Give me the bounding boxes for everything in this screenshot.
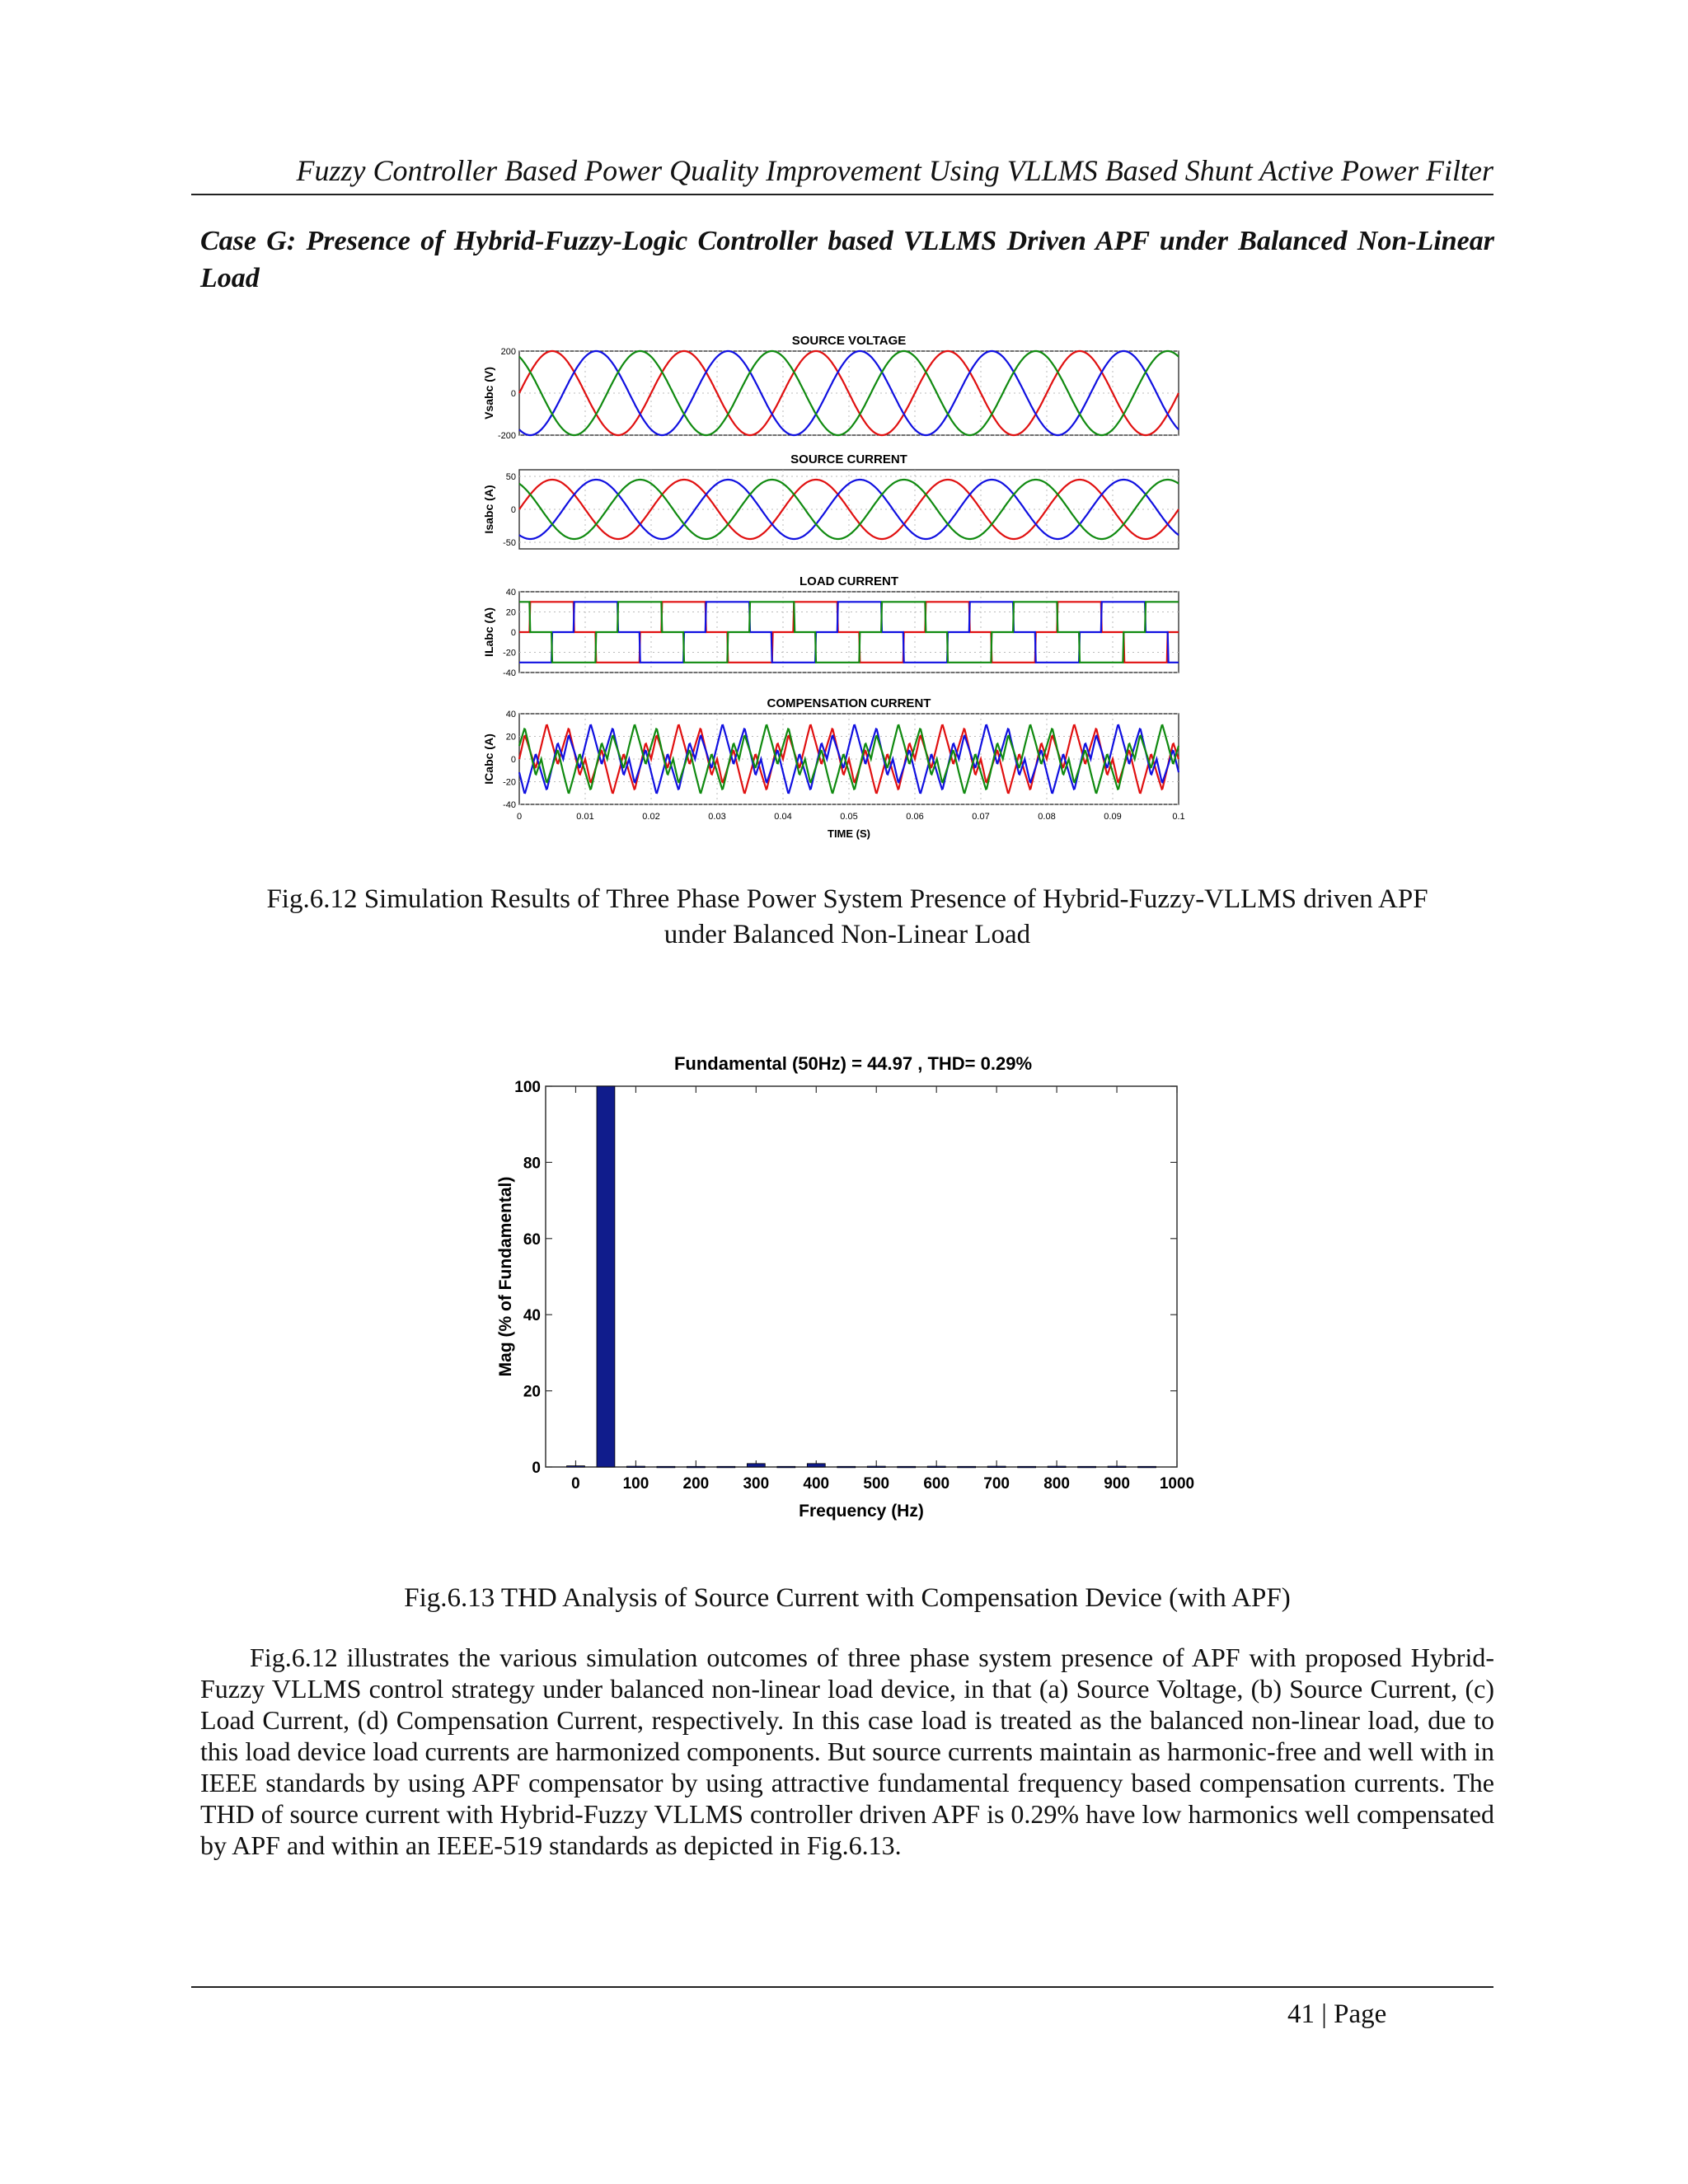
harmonic-bar [807,1464,825,1467]
harmonic-bar [958,1466,976,1468]
x-tick-label: 0.09 [1104,812,1122,822]
figure-6-13-caption: Fig.6.13 THD Analysis of Source Current with Compensation Device (with APF) [404,1583,1291,1613]
harmonic-bar [777,1466,795,1468]
figure-6-12-simulation-plots [478,321,1220,865]
harmonic-bar [626,1466,645,1468]
waveform-panel-4 [482,696,1185,840]
y-tick-label: -40 [503,668,516,678]
page-number: 41 | Page [1287,1999,1387,2029]
harmonic-bar [1138,1466,1156,1468]
y-tick-label: -50 [503,538,516,548]
panel-title: SOURCE CURRENT [790,452,907,466]
x-tick-label: 400 [803,1475,830,1493]
x-tick-label: 0.03 [708,812,726,822]
harmonic-bar [837,1466,856,1468]
y-tick-label: 80 [523,1155,541,1173]
x-tick-label: 500 [863,1475,890,1493]
harmonic-bar [927,1466,945,1468]
x-tick-label: 0 [571,1475,580,1493]
x-tick-label: 1000 [1159,1475,1195,1493]
x-axis-label: TIME (S) [828,827,870,840]
y-tick-label: -20 [503,777,516,788]
y-tick-label: 0 [510,628,516,638]
x-tick-label: 0.08 [1038,812,1056,822]
y-tick-label: 20 [505,607,516,618]
y-axis-label: ILabc (A) [482,607,495,657]
chart-title: Fundamental (50Hz) = 44.97 , THD= 0.29% [673,1053,1033,1074]
harmonic-bar [567,1466,585,1468]
x-tick-label: 0 [516,812,523,822]
harmonic-bar [1048,1466,1066,1468]
y-axis-label: ICabc (A) [482,733,495,785]
y-tick-label: 40 [505,588,516,598]
harmonic-bar [1108,1466,1126,1468]
case-heading: Case G: Presence of Hybrid-Fuzzy-Logic Controller based VLLMS Driven APF under Balanced Non-Linear Load [200,226,1494,293]
harmonic-bar [687,1466,705,1468]
x-tick-label: 0.02 [642,812,660,822]
y-tick-label: 200 [500,347,516,357]
running-header: Fuzzy Controller Based Power Quality Improvement Using VLLMS Based Shunt Active Power Filter [296,154,1493,187]
x-tick-label: 800 [1043,1475,1070,1493]
harmonic-bar [747,1464,765,1467]
body-paragraph: Fig.6.12 illustrates the various simulation outcomes of three phase system presence of APF with proposed Hybrid-Fuzzy VLLMS control strategy under balanced non-linear load device, in that (a) Source Voltage, (b) Source Current, (c) Load Current, (d) Compensation Current, respectively. In this case load is treated as the balanced non-linear load, due to this load device load currents are harmonized components. But source currents maintain as harmonic-free and well with in IEEE standards by using APF compensator by using attractive fundamental frequency based compensation currents. The THD of source current with Hybrid-Fuzzy VLLMS controller driven APF is 0.29% have low harmonics well compensated by APF and within an IEEE-519 standards as depicted in Fig.6.13. [200,1643,1494,1860]
waveform-panel-1 [482,334,1179,441]
harmonic-bar [717,1466,735,1468]
figure-6-13-thd-bar-chart [486,1037,1212,1548]
harmonic-bar [657,1466,675,1468]
y-tick-label: 50 [505,472,516,482]
panel-title: LOAD CURRENT [799,574,898,588]
waveform-panel-3 [482,574,1179,678]
x-axis-label: Frequency (Hz) [799,1502,924,1521]
harmonic-bar [1078,1466,1096,1468]
y-tick-label: 40 [523,1307,541,1325]
y-tick-label: 20 [523,1383,541,1401]
x-tick-label: 0.06 [906,812,924,822]
x-tick-label: 900 [1104,1475,1130,1493]
harmonic-bar [898,1466,916,1468]
header-rule [191,194,1493,195]
harmonic-bar [867,1466,885,1468]
y-axis-label: Vsabc (V) [482,367,495,419]
y-axis-label: Isabc (A) [482,485,495,534]
figure-6-12-caption-line-2: under Balanced Non-Linear Load [663,920,1031,949]
y-tick-label: 60 [523,1230,541,1249]
y-axis-label: Mag (% of Fundamental) [496,1176,515,1377]
y-tick-label: 0 [510,755,516,765]
y-tick-label: 40 [505,710,516,719]
x-tick-label: 0.07 [972,812,990,822]
x-tick-label: 300 [743,1475,770,1493]
x-tick-label: 0.1 [1172,812,1185,822]
panel-title: SOURCE VOLTAGE [791,334,907,348]
y-tick-label: -20 [503,648,516,658]
y-tick-label: -40 [503,800,516,810]
harmonic-bar [1018,1466,1036,1468]
harmonic-bar [987,1466,1006,1468]
panel-title: COMPENSATION CURRENT [767,696,931,710]
y-tick-label: 0 [510,389,516,399]
footer-rule [191,1986,1493,1988]
y-tick-label: 100 [514,1079,541,1096]
x-tick-label: 200 [682,1475,710,1493]
y-tick-label: -200 [497,431,516,441]
figure-6-12-caption-line-1: Fig.6.12 Simulation Results of Three Phase Power System Presence of Hybrid-Fuzzy-VLLMS driven APF [266,884,1428,914]
y-tick-label: 0 [510,505,516,515]
x-tick-label: 600 [923,1475,950,1493]
x-tick-label: 700 [983,1475,1010,1493]
plot-frame [546,1086,1177,1467]
x-tick-label: 0.05 [840,812,858,822]
waveform-panel-2 [482,452,1179,549]
y-tick-label: 20 [505,732,516,743]
x-tick-label: 0.01 [576,812,594,822]
x-tick-label: 100 [622,1475,649,1493]
figure-6-12-caption [200,882,1494,953]
harmonic-bar [597,1086,615,1467]
y-tick-label: 0 [532,1460,541,1477]
x-tick-label: 0.04 [774,812,792,822]
